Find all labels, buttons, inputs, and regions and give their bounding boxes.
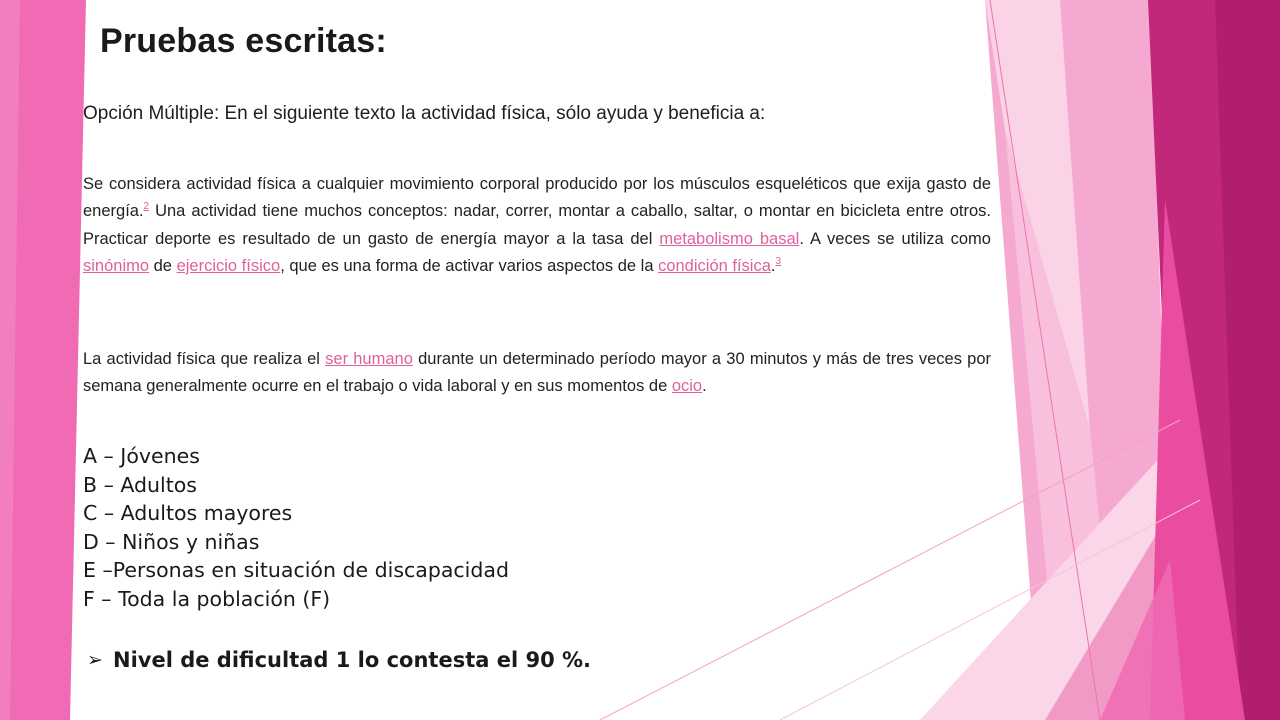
- link-ejercicio-fisico[interactable]: ejercicio físico: [176, 256, 281, 275]
- option-e: E –Personas en situación de discapacidad: [83, 558, 509, 583]
- paragraph-text: , que es una forma de activar varios aspectos de la: [280, 256, 659, 275]
- question-text: Opción Múltiple: En el siguiente texto la actividad física, sólo ayuda y beneficia a:: [83, 103, 766, 124]
- text-paragraph-2: [83, 346, 991, 401]
- paragraph-text: .: [702, 377, 707, 396]
- option-a: A – Jóvenes: [83, 444, 200, 468]
- paragraph-text: .: [770, 256, 776, 275]
- difficulty-note: [87, 648, 591, 672]
- paragraph-text: Se considera actividad física a cualquier movimiento corporal producido por los músculos esqueléticos que exija gasto de energía.: [83, 175, 991, 221]
- option-c: C – Adultos mayores: [83, 501, 293, 526]
- link-metabolismo-basal[interactable]: metabolismo basal: [659, 229, 800, 248]
- link-sinonimo[interactable]: sinónimo: [83, 256, 150, 275]
- option-b: B – Adultos: [83, 472, 197, 497]
- paragraph-text: de: [149, 256, 177, 275]
- text-paragraph-1: [83, 171, 991, 280]
- arrow-bullet-icon: ➢: [87, 649, 103, 671]
- link-ocio[interactable]: ocio: [671, 377, 703, 396]
- option-f: F – Toda la población (F): [83, 586, 331, 611]
- answer-options-list: [83, 442, 509, 614]
- reference-link-3[interactable]: 3: [775, 255, 782, 267]
- option-d: D – Niños y niñas: [83, 529, 260, 554]
- link-ser-humano[interactable]: ser humano: [325, 350, 413, 368]
- slide-title: Pruebas escritas:: [100, 22, 387, 60]
- paragraph-text: . A veces se utiliza como: [799, 229, 991, 248]
- difficulty-note-text: Nivel de dificultad 1 lo contesta el 90 %.: [113, 648, 592, 672]
- reference-link-2[interactable]: 2: [143, 201, 150, 213]
- paragraph-text: durante un determinado período mayor a 30 minutos y más de tres veces por semana generalmente ocurre en el trabajo o vida laboral y en sus momentos de: [83, 350, 991, 396]
- link-condicion-fisica[interactable]: condición física: [658, 256, 771, 275]
- paragraph-text: La actividad física que realiza el: [83, 350, 326, 368]
- paragraph-text: Una actividad tiene muchos conceptos: nadar, correr, montar a caballo, saltar, o montar en bicicleta entre otros. Practicar deporte es resultado de un gasto de energía mayor a la tasa del: [83, 202, 991, 248]
